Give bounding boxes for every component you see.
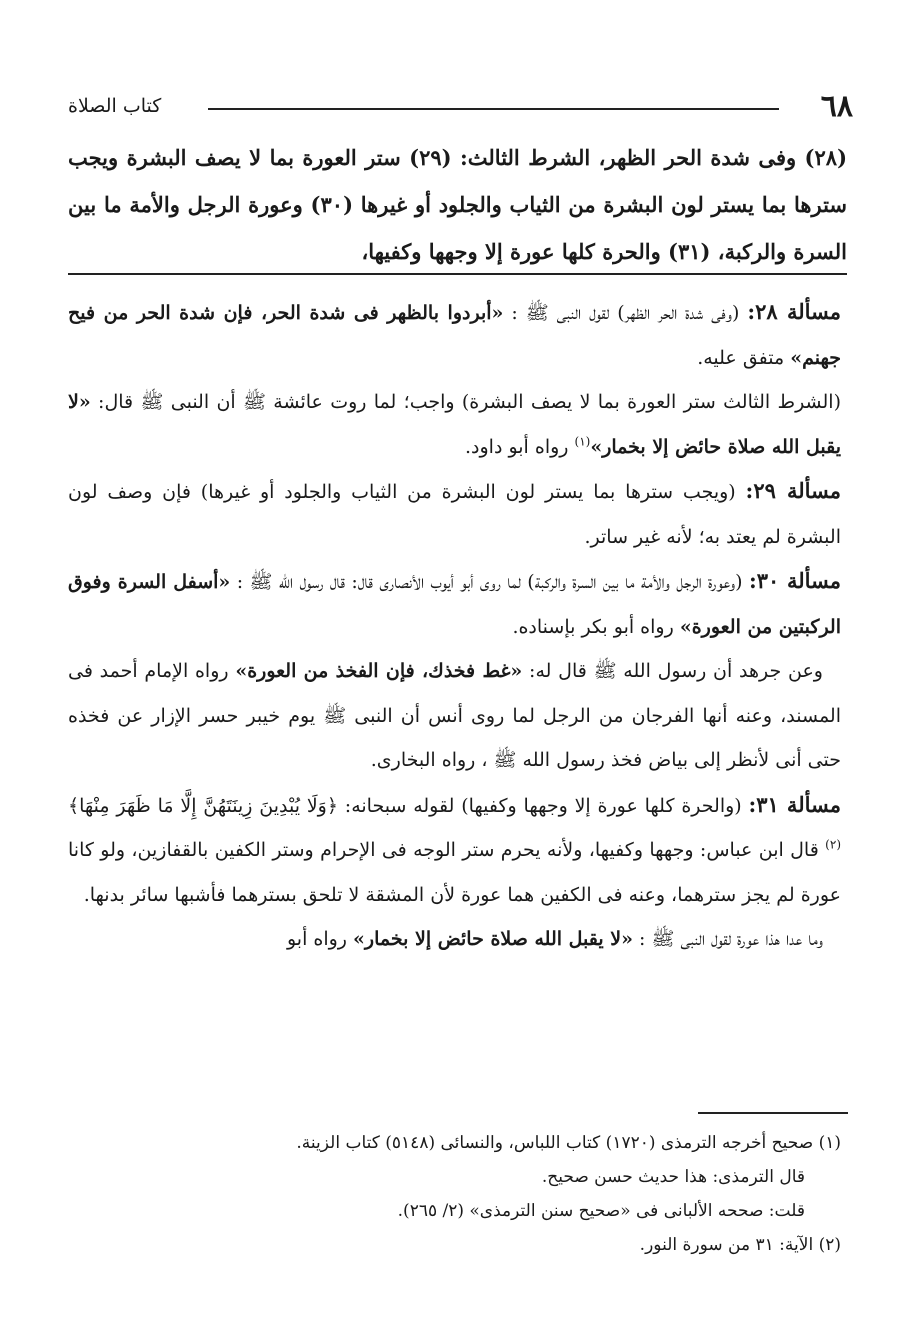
matn-text: (٢٨) وفى شدة الحر الظهر، الشرط الثالث: (٢٩) ستر العورة بما لا يصف البشرة ويجب سترها بما يستر لون البشرة من الثياب والجلود أو غيرها (٣٠) وعورة الرجل والأمة ما بين السرة والركبة، (٣١) والحرة كلها عورة إلا وجهها وكفيها، [68,145,848,264]
footnote-1-line-2: قال الترمذى: هذا حديث حسن صحيح. [541,1167,805,1187]
footnote-1-line-3: قلت: صححه الألبانى فى «صحيح سنن الترمذى» (٢/ ٢٦٥). [397,1201,805,1221]
hadith-quote: «أسفل السرة وفوق الركبتين من العورة» [68,571,841,638]
hadith-quote: «لا يقبل الله صلاة حائض إلا بخمار» [353,928,633,950]
footnote-marker: (١) [574,434,591,449]
footnote-1: (١) صحيح أخرجه الترمذى (١٧٢٠) كتاب اللباس، والنسائى (٥١٤٨) كتاب الزينة. [296,1133,841,1153]
masala-label: مسألة ٢٩: [745,478,842,503]
footnote-marker: (٢) [825,837,841,852]
footnote-2: (٢) الآية: ٣١ من سورة النور. [639,1235,841,1255]
masala-label: مسألة ٣١: [748,791,841,817]
masala-29: مسألة ٢٩: (ويجب سترها بما يستر لون البشرة من الثياب والجلود أو غيرها) فإن وصف لون البشرة لم يعتد به؛ لأنه غير ساتر. [68,478,842,548]
footnotes [68,1126,841,1262]
masala-label: مسألة ٢٨: [747,299,841,324]
quran-ayah: ﴿وَلَا يُبْدِينَ زِينَتَهُنَّ إِلَّا مَا ظَهَرَ مِنْهَا﴾ [68,794,338,817]
masala-31: مسألة ٣١: (والحرة كلها عورة إلا وجهها وكفيها) لقوله سبحانه: ﴿وَلَا يُبْدِينَ زِينَتَهُنَّ إِلَّا مَا ظَهَرَ مِنْهَا﴾$^{(٢)}$ قال ابن عباس: وجهها وكفيها، ولأنه يحرم ستر الوجه فى الإحرام وستر الكفين بالقفازين، ولو كانا عورة لم يجز سترهما، وعنه فى الكفين هما عورة لأن المشقة لا تلحق بسترهما فأشبها سائر بدنها. [68,791,841,906]
page-number: ٦٨ [820,89,853,124]
masala-label: مسألة ٣٠: [748,568,841,593]
section-divider [68,273,847,275]
jarhad-paragraph: وعن جرهد أن رسول الله ﷺ قال له: «غط فخذك، فإن الفخذ من العورة» رواه الإمام أحمد فى المسند، وعنه أنها الفرجان من الرجل لما روى أنس أن النبى ﷺ يوم خيبر حسر الإزار عن فخذه حتى أنى لأنظر إلى بياض فخذ رسول الله ﷺ ، رواه البخارى. [68,660,841,771]
masala-30: مسألة ٣٠: (وعورة الرجل والأمة ما بين السرة والركبة) لما روى أبو أيوب الأنصارى قال: قال رسول الله ﷺ : «أسفل السرة وفوق الركبتين من العورة» رواه أبو بكر بإسناده. [68,568,841,638]
running-title: كتاب الصلاة [68,95,162,117]
hadith-quote: «غط فخذك، فإن الفخذ من العورة» [235,660,523,682]
masala-28: مسألة ٢٨: (وفى شدة الحر الظهر) لقول النبى ﷺ : «أبردوا بالظهر فى شدة الحر، فإن شدة الحر من فيح جهنم» متفق عليه. [68,299,841,369]
shart-paragraph: (الشرط الثالث ستر العورة بما لا يصف البشرة) واجب؛ لما روت عائشة ﷺ أن النبى ﷺ قال: «لا يقبل الله صلاة حائض إلا بخمار»$^{(١)}$ رواه أبو داود. [68,391,841,458]
hadith-quote: «لا يقبل الله صلاة حائض إلا بخمار» [68,391,841,458]
last-paragraph: وما عدا هذا عورة لقول النبى ﷺ : «لا يقبل الله صلاة حائض إلا بخمار» رواه أبو [286,928,823,950]
page-header [68,88,853,128]
hadith-quote: «أبردوا بالظهر فى شدة الحر، فإن شدة الحر من فيح جهنم» [68,302,841,369]
footnote-rule [698,1112,848,1114]
header-rule [208,108,779,110]
commentary [68,290,841,962]
